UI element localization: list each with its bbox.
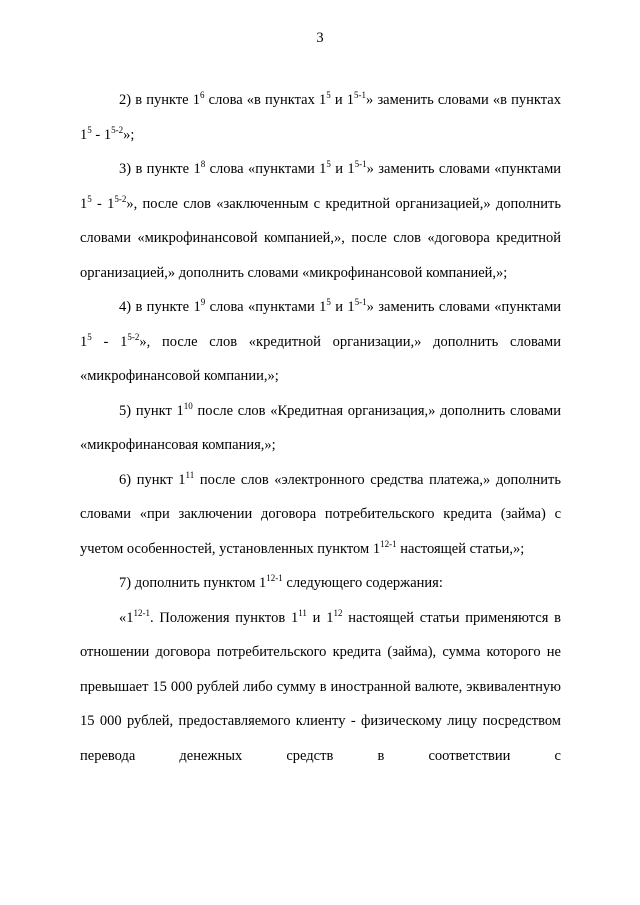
paragraph-item-4	[80, 290, 561, 394]
superscript-index: 12-1	[380, 538, 397, 549]
page-number: 3	[316, 30, 324, 46]
superscript-index: 5	[326, 90, 331, 100]
superscript-index: 12-1	[266, 573, 283, 583]
superscript-index: 5-1	[354, 90, 367, 100]
text-run: после слов «Кредитная организация,» дополнить словами «микрофинансовая компания,»;	[80, 402, 561, 453]
superscript-index: 5-1	[354, 159, 367, 169]
superscript-index: 5	[326, 159, 331, 169]
text-run: слова «пунктами 1	[205, 161, 327, 177]
text-run: - 1	[91, 195, 115, 212]
superscript-index: 11	[185, 469, 195, 480]
text-run: - 1	[91, 333, 128, 350]
superscript-index: 12-1	[133, 607, 150, 618]
superscript-index: 5	[87, 124, 92, 135]
text-run: », после слов «заключенным с кредитной организацией,» дополнить словами «микрофинансовой компанией,», после слов «договора кредитной организацией,» дополнить словами «микрофинансовой компанией,»;	[80, 195, 561, 281]
superscript-index: 5	[326, 297, 331, 307]
document-body	[80, 83, 561, 773]
text-run: следующего содержания:	[282, 575, 443, 591]
text-run: », после слов «кредитной организации,» дополнить словами «микрофинансовой компании,»;	[80, 333, 561, 384]
superscript-index: 5-1	[354, 297, 367, 307]
superscript-index: 9	[200, 297, 206, 307]
text-run: слова «пунктами 1	[205, 299, 327, 315]
paragraph-item-2	[80, 83, 561, 152]
text-run: » заменить словами «пунктами 1	[80, 161, 562, 212]
superscript-index: 12	[333, 607, 343, 618]
text-run: после слов «электронного средства платежа,» дополнить словами «при заключении договора потребительского кредита (займа) с учетом особенностей, установленных пунктом 1	[80, 471, 561, 557]
text-run: . Положения пунктов 1	[150, 609, 299, 626]
text-run: и 1	[330, 92, 355, 108]
text-run: и 1	[330, 299, 355, 315]
superscript-index: 10	[183, 400, 193, 411]
text-run: 7) дополнить пунктом 1	[119, 575, 267, 591]
text-run: 4) в пункте 1	[119, 299, 201, 315]
superscript-index: 5-2	[127, 331, 140, 342]
paragraph-item-6	[80, 463, 561, 567]
text-run: «1	[119, 609, 134, 626]
text-run: 6) пункт 1	[119, 471, 186, 488]
text-run: слова «в пунктах 1	[204, 92, 327, 108]
paragraph-item-3	[80, 152, 561, 290]
superscript-index: 11	[298, 607, 307, 618]
text-run: настоящей статьи применяются в отношении договора потребительского кредита (займа), сумма которого не превышает 15 000 рублей либо сумму в иностранной валюте, эквивалентную 15 000 рублей, предоставляемого клиенту - физическому лицу посредством перевода денежных средств в соответствии с	[80, 609, 561, 764]
text-run: и 1	[306, 609, 334, 626]
text-run: » заменить словами «пунктами 1	[80, 299, 562, 350]
superscript-index: 5	[87, 331, 92, 342]
superscript-index: 8	[200, 159, 206, 169]
superscript-index: 5-2	[114, 193, 127, 204]
text-run: » заменить словами «в пунктах 1	[80, 92, 561, 143]
text-run: - 1	[91, 126, 112, 143]
text-run: »;	[123, 126, 135, 143]
text-run: 2) в пункте 1	[119, 92, 200, 108]
text-run: 3) в пункте 1	[119, 161, 201, 177]
superscript-index: 5-2	[111, 124, 124, 135]
paragraph-item-7	[80, 566, 561, 601]
paragraph-item-5	[80, 394, 561, 463]
text-run: и 1	[330, 161, 355, 177]
superscript-index: 6	[200, 90, 205, 100]
superscript-index: 5	[87, 193, 92, 204]
text-run: настоящей статьи,»;	[396, 540, 525, 557]
paragraph-new-clause	[80, 601, 561, 774]
text-run: 5) пункт 1	[119, 402, 184, 419]
